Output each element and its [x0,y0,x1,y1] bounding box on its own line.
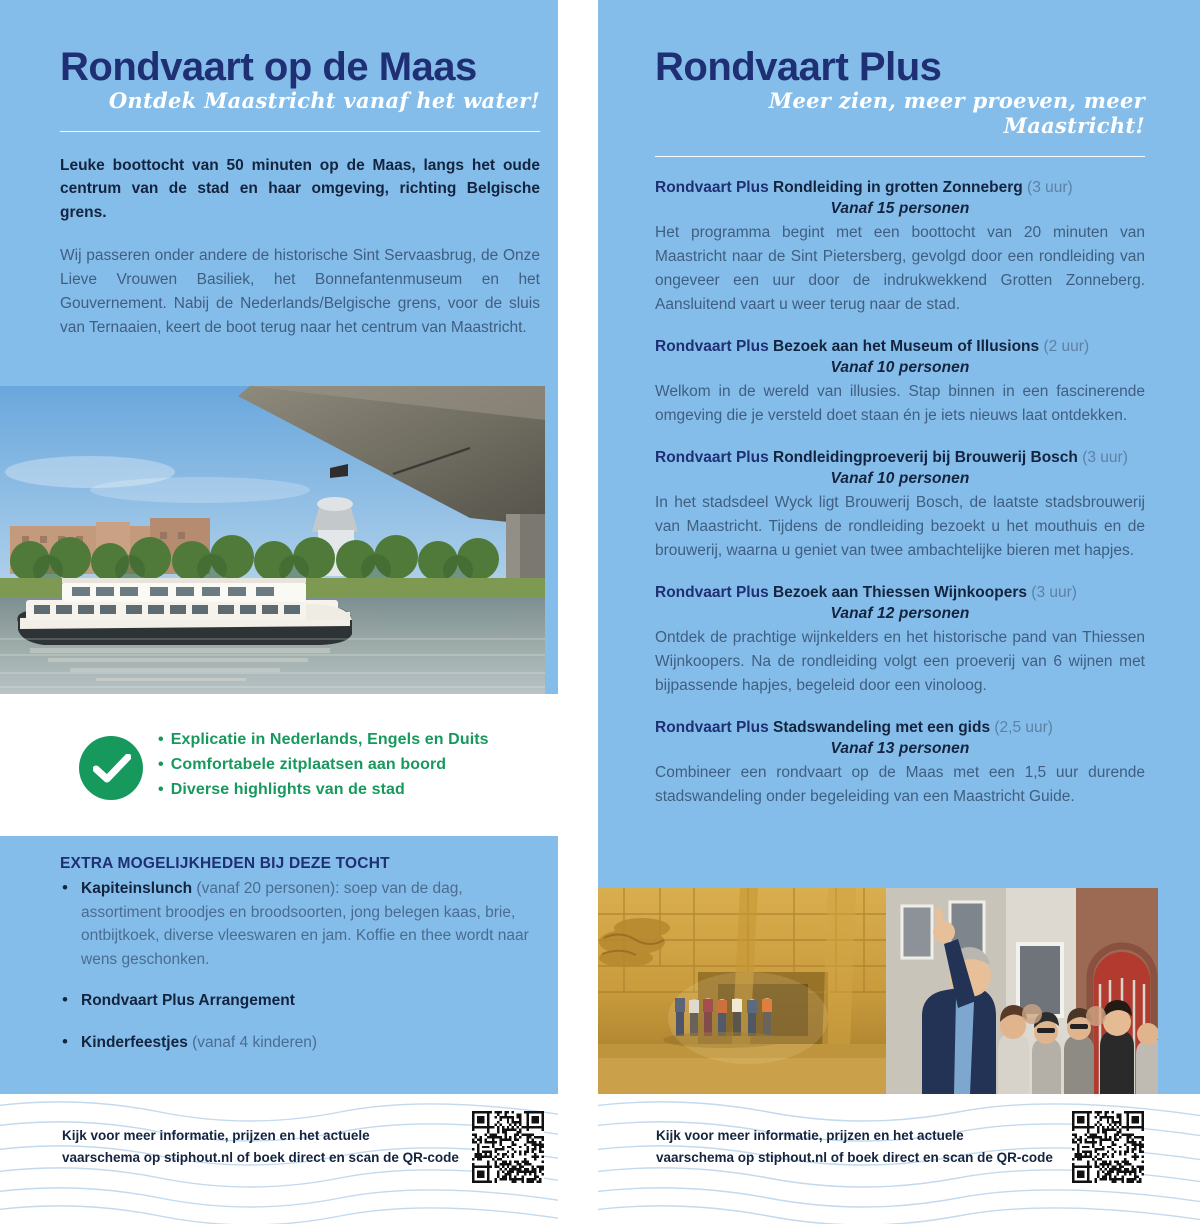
boat-photo [0,386,545,694]
qr-code-left[interactable] [472,1111,544,1183]
offer-brand: Rondvaart Plus [655,584,769,602]
left-divider [60,131,540,132]
offer-brand: Rondvaart Plus [655,719,769,737]
cave-photo [598,888,886,1094]
right-divider [655,156,1145,157]
extra-option-item [60,877,540,971]
offer-heading [655,177,1145,199]
offer-duration: (3 uur) [1027,179,1073,196]
offer-duration: (3 uur) [1031,584,1077,602]
footer-line-2: vaarschema op stiphout.nl of boek direct en scan de QR-code [656,1149,1053,1165]
highlight-item: • Explicatie in Nederlands, Engels en Duits [158,728,489,753]
offer-item [655,717,1145,809]
offer-name: Rondleidingproeverij bij Brouwerij Bosch [773,449,1078,467]
offer-duration: (2,5 uur) [994,719,1053,737]
highlights-list [158,728,489,802]
extra-option-title: Rondvaart Plus Arrangement [81,992,295,1010]
footer-text [62,1125,459,1169]
qr-code-icon[interactable] [472,1111,544,1183]
extra-options-list [60,877,540,1054]
offer-name: Rondleiding in grotten Zonneberg [773,179,1023,196]
left-column-content [60,46,540,340]
offer-name: Stadswandeling met een gids [773,719,991,737]
cave-photo-illustration [598,888,886,1094]
offer-heading [655,336,1145,358]
extra-option-detail: assortiment broodjes en broodsoorten, jong belegen kaas, brie, ontbijtkoek, diverse vleeswaren en jam. Koffie en thee wordt naar wens geschonken. [81,903,529,968]
left-subtitle: Ontdek Maastricht vanaf het water! [108,88,540,113]
offer-minimum: Vanaf 10 personen [830,470,970,488]
offer-brand: Rondvaart Plus [655,179,769,196]
offer-brand: Rondvaart Plus [655,449,769,467]
left-lead-paragraph: Leuke boottocht van 50 minuten op de Maas, langs het oude centrum van de stad en haar omgeving, richting Belgische grens. [60,157,540,221]
footer-line-1: Kijk voor meer informatie, prijzen en het actuele [62,1128,370,1143]
guide-photo-illustration [886,888,1158,1094]
check-circle-icon [79,736,143,800]
highlight-item: • Diverse highlights van de stad [158,778,489,803]
offer-minimum: Vanaf 13 personen [830,740,970,758]
offer-description: Combineer een rondvaart op de Maas met een 1,5 uur durende stadswandeling onder begeleiding van een Maastricht Guide. [655,764,1145,806]
right-subtitle: Meer zien, meer proeven, meer Maastricht! [768,88,1145,138]
footer-line-2: vaarschema op stiphout.nl of boek direct en scan de QR-code [62,1149,459,1165]
extra-option-note: (vanaf 4 kinderen) [187,1033,318,1051]
offer-description: In het stadsdeel Wyck ligt Brouwerij Bosch, de laatste stadsbrouwerij van Maastricht. Tijdens de rondleiding bezoekt u het mouthuis en de brouwerij, waarna u geniet van twee ambachtelijke bieren met hapjes. [655,494,1145,560]
offer-heading [655,447,1145,469]
offer-duration: (2 uur) [1043,338,1090,356]
extra-option-title: Kinderfeestjes [81,1033,188,1051]
footer-line-1: Kijk voor meer informatie, prijzen en het actuele [656,1128,964,1143]
extra-option-item [60,1031,540,1055]
extra-options-section [60,855,540,1060]
extra-options-heading: EXTRA MOGELIJKHEDEN BIJ DEZE TOCHT [60,855,390,872]
offer-description: Het programma begint met een boottocht van 20 minuten van Maastricht naar de Sint Pietersberg, gevolgd door een rondleiding van ongeveer een uur door de indrukwekkend Grotten Zonneberg. Aansluitend vaart u weer terug naar de stad. [655,224,1145,314]
extra-option-note: (vanaf 20 personen): soep van de dag, [192,880,463,897]
offer-item [655,447,1145,563]
extra-option-item [60,989,540,1013]
right-column-content [655,46,1145,828]
offer-item [655,177,1145,317]
extra-option-title: Kapiteinslunch [81,880,193,897]
offer-name: Bezoek aan Thiessen Wijnkoopers [773,584,1027,602]
offer-brand: Rondvaart Plus [655,338,769,356]
offer-minimum: Vanaf 12 personen [830,605,970,623]
footer-text [656,1125,1053,1169]
highlight-item: • Comfortabele zitplaatsen aan boord [158,753,489,778]
left-body-paragraph: Wij passeren onder andere de historische Sint Servaasbrug, de Onze Lieve Vrouwen Basiliek, het Bonnefantenmuseum en het Gouvernement. Nabij de Nederlands/Belgische grens, voor de sluis van Ternaaien, keert de boot terug naar het centrum van Maastricht. [60,246,540,337]
offer-duration: (3 uur) [1082,449,1128,467]
left-page-title: Rondvaart op de Maas [60,45,477,89]
offer-minimum: Vanaf 15 personen [830,200,970,217]
offer-name: Bezoek aan het Museum of Illusions [773,338,1040,356]
offer-description: Ontdek de prachtige wijnkelders en het historische pand van Thiessen Wijnkoopers. Na de rondleiding volgt een proeverij van 6 wijnen met bijpassende hapjes, begeleid door een vinoloog. [655,629,1145,695]
qr-code-right[interactable] [1072,1111,1144,1183]
right-page-title: Rondvaart Plus [655,45,942,89]
guide-photo [886,888,1158,1094]
offer-description: Welkom in de wereld van illusies. Stap binnen in een fascinerende omgeving die je versteld doet staan én je iets nieuws laat ontdekken. [655,383,1145,425]
offer-heading [655,717,1145,739]
right-photo-row [598,888,1158,1094]
qr-code-icon[interactable] [1072,1111,1144,1183]
offer-heading [655,582,1145,604]
offer-item [655,582,1145,698]
offer-minimum: Vanaf 10 personen [830,359,970,377]
offer-item [655,336,1145,428]
boat-photo-illustration [0,386,545,694]
checkmark-icon [93,754,131,784]
